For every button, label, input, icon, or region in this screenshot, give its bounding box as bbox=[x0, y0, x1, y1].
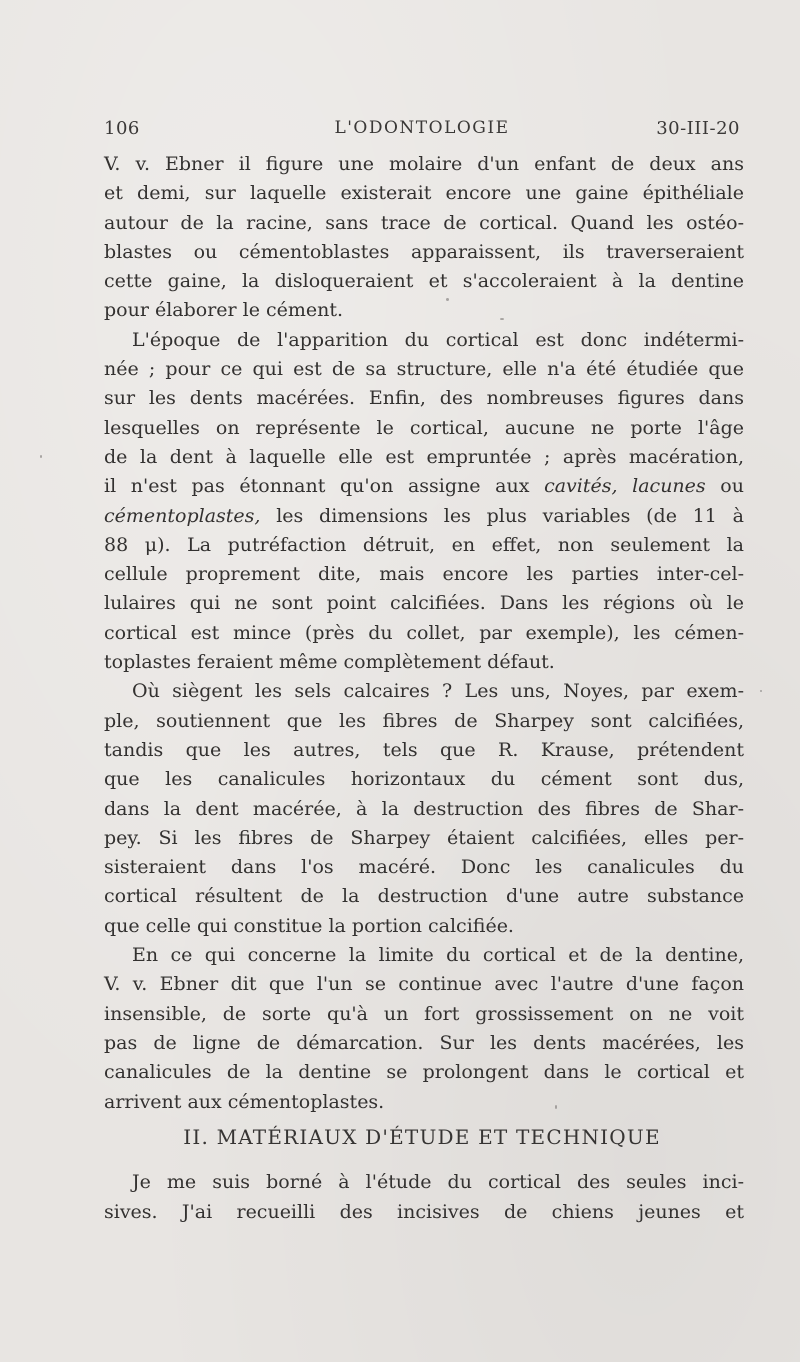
paragraph-block-1 bbox=[104, 150, 744, 472]
text-line-italic bbox=[104, 472, 744, 501]
issue-date: 30-III-20 bbox=[656, 118, 740, 139]
paper-speck bbox=[555, 1105, 557, 1109]
paper-speck bbox=[446, 298, 449, 301]
text-line: autour de la racine, sans trace de cortical. Quand les ostéo- bbox=[104, 211, 744, 234]
text-line: cellule proprement dite, mais encore les parties inter-cel- bbox=[104, 563, 744, 586]
text-line: que celle qui constitue la portion calcifiée. bbox=[104, 914, 514, 937]
text-line: née ; pour ce qui est de sa structure, elle n'a été étudiée que bbox=[104, 358, 744, 381]
text-line: arrivent aux cémentoplastes. bbox=[104, 1090, 385, 1113]
text-line: tandis que les autres, tels que R. Krause, prétendent bbox=[104, 738, 744, 761]
text-line: V. v. Ebner dit que l'un se continue avec l'autre d'une façon bbox=[104, 973, 744, 996]
page-number: 106 bbox=[104, 118, 140, 139]
journal-title: L'ODONTOLOGIE bbox=[334, 118, 510, 138]
text-line: En ce qui concerne la limite du cortical et de la dentine, bbox=[132, 944, 744, 967]
text-line: que les canalicules horizontaux du cément sont dus, bbox=[104, 768, 744, 791]
text-line: Je me suis borné à l'étude du cortical des seules inci- bbox=[132, 1171, 744, 1193]
text-fragment: les dimensions les plus variables (de 11 à bbox=[260, 504, 744, 527]
body-text bbox=[104, 150, 744, 1117]
text-line: 88 μ). La putréfaction détruit, en effet, non seulement la bbox=[104, 533, 744, 556]
section-heading: II. MATÉRIAUX D'ÉTUDE ET TECHNIQUE bbox=[183, 1125, 661, 1149]
paper-speck bbox=[760, 690, 762, 692]
text-line: cortical est mince (près du collet, par exemple), les cémen- bbox=[104, 621, 744, 644]
paper-speck bbox=[500, 318, 504, 320]
text-line: cette gaine, la disloqueraient et s'accoleraient à la dentine bbox=[104, 270, 744, 293]
text-line: pour élaborer le cément. bbox=[104, 299, 344, 322]
italic-term: cavités, lacunes bbox=[544, 475, 706, 498]
running-header bbox=[104, 118, 740, 144]
text-line: et demi, sur laquelle existerait encore une gaine épithéliale bbox=[104, 182, 744, 205]
text-line: de la dent à laquelle elle est empruntée ; après macération, bbox=[104, 445, 744, 468]
text-line: Où siègent les sels calcaires ? Les uns, Noyes, par exem- bbox=[132, 680, 744, 703]
text-line: toplastes feraient même complètement défaut. bbox=[104, 651, 555, 674]
text-line: V. v. Ebner il figure une molaire d'un enfant de deux ans bbox=[104, 153, 744, 175]
text-line: L'époque de l'apparition du cortical est donc indétermi- bbox=[132, 328, 744, 351]
text-line: sisteraient dans l'os macéré. Donc les canalicules du bbox=[104, 856, 744, 879]
text-line-italic bbox=[104, 502, 744, 531]
text-fragment: ou bbox=[705, 475, 744, 498]
text-line: dans la dent macérée, à la destruction des fibres de Shar- bbox=[104, 797, 744, 820]
text-line: pas de ligne de démarcation. Sur les dents macérées, les bbox=[104, 1031, 744, 1054]
paragraph-block-3 bbox=[104, 1167, 744, 1227]
text-line: ple, soutiennent que les fibres de Sharpey sont calcifiées, bbox=[104, 709, 744, 732]
italic-term: cémentoplastes, bbox=[104, 504, 261, 527]
text-line: cortical résultent de la destruction d'une autre substance bbox=[104, 885, 744, 908]
paragraph-block-2 bbox=[104, 531, 744, 1117]
text-fragment: il n'est pas étonnant qu'on assigne aux bbox=[104, 475, 545, 498]
paper-speck bbox=[40, 455, 42, 458]
text-line: sives. J'ai recueilli des incisives de chiens jeunes et bbox=[104, 1201, 744, 1223]
text-line: sur les dents macérées. Enfin, des nombreuses figures dans bbox=[104, 387, 744, 410]
text-line: lesquelles on représente le cortical, aucune ne porte l'âge bbox=[104, 416, 744, 439]
text-line: lulaires qui ne sont point calcifiées. Dans les régions où le bbox=[104, 592, 744, 615]
text-line: blastes ou cémentoblastes apparaissent, ils traverseraient bbox=[104, 240, 744, 263]
text-line: insensible, de sorte qu'à un fort grossissement on ne voit bbox=[104, 1002, 744, 1025]
text-line: canalicules de la dentine se prolongent dans le cortical et bbox=[104, 1061, 744, 1084]
text-line: pey. Si les fibres de Sharpey étaient calcifiées, elles per- bbox=[104, 826, 744, 849]
